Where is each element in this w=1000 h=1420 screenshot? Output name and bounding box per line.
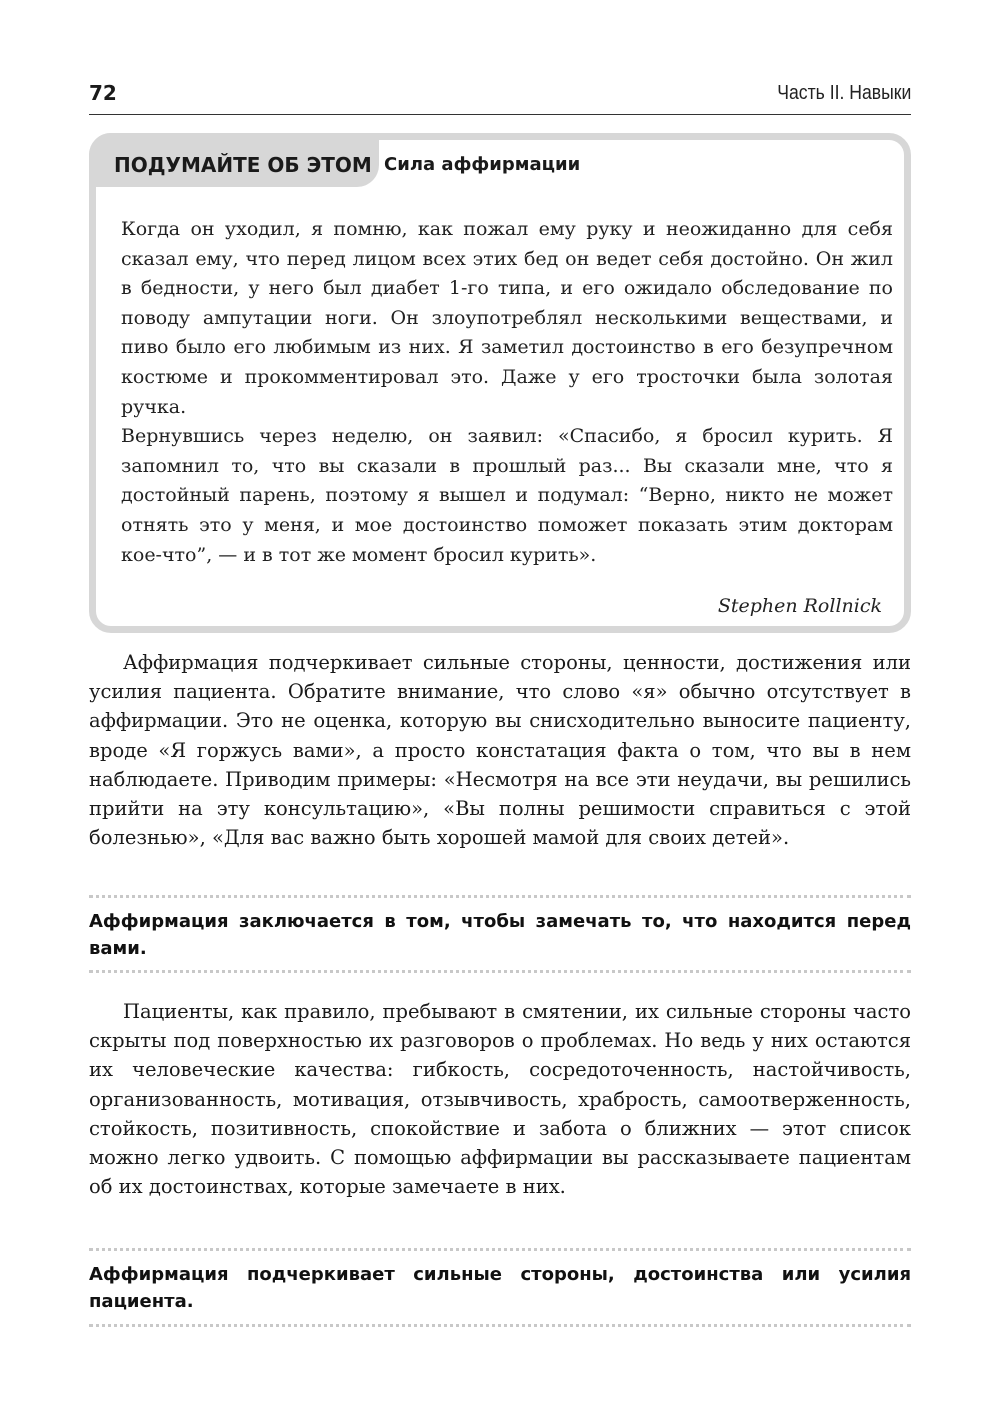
sidebar-title: Сила аффирмации <box>384 154 581 175</box>
callout-text: Аффирмация заключается в том, чтобы замечать то, что находится перед вами. <box>89 911 911 959</box>
callout-divider-top <box>89 895 911 898</box>
callout-divider-bottom <box>89 970 911 973</box>
sidebar-paragraph: Вернувшись через неделю, он заявил: «Спасибо, я бросил курить. Я запомнил то, что вы сказали в прошлый раз... Вы сказали мне, что я достойный парень, поэтому я вышел и подумал: “Верно, никто не может отнять это у меня, и мое достоинство поможет показать этим докторам кое-что”, — и в тот же момент бросил курить». <box>121 425 893 566</box>
think-about-it-box <box>89 133 911 633</box>
callout-text: Аффирмация подчеркивает сильные стороны, достоинства или усилия пациента. <box>89 1264 911 1312</box>
page-header <box>89 80 911 115</box>
sidebar-label: ПОДУМАЙТЕ ОБ ЭТОМ <box>114 153 372 177</box>
callout-divider-top <box>89 1248 911 1251</box>
body-paragraph: Пациенты, как правило, пребывают в смятении, их сильные стороны часто скрыты под поверхностью их разговоров о проблемах. Но ведь у них остаются их человеческие качества: гибкость, сосредоточенность, настойчивость, организованность, мотивация, отзывчивость, храбрость, самоотверженность, стойкость, позитивность, спокойствие и забота о ближних — этот список можно легко удвоить. С помощью аффирмации вы рассказываете пациентам об их достоинствах, которые замечаете в них. <box>89 1000 911 1199</box>
running-head: Часть II. Навыки <box>776 82 911 104</box>
callout-divider-bottom <box>89 1324 911 1327</box>
sidebar-author: Stephen Rollnick <box>717 595 882 617</box>
sidebar-body <box>121 215 893 570</box>
sidebar-paragraph: Когда он уходил, я помню, как пожал ему руку и неожиданно для себя сказал ему, что перед лицом всех этих бед он ведет себя достойно. Он жил в бедности, у него был диабет 1-го типа, и его ожидало обследование по поводу ампутации ноги. Он злоупотреблял несколькими веществами, и пиво было его любимым из них. Я заметил достоинство в его безупречном костюме и прокомментировал это. Даже у его тросточки была золотая ручка. <box>121 218 893 418</box>
body-paragraph: Аффирмация подчеркивает сильные стороны, ценности, достижения или усилия пациента. Обратите внимание, что слово «я» обычно отсутствует в аффирмации. Это не оценка, которую вы снисходительно выносите пациенту, вроде «Я горжусь вами», а просто констатация факта о том, что вы в нем наблюдаете. Приводим примеры: «Несмотря на все эти неудачи, вы решились прийти на эту консультацию», «Вы полны решимости справиться с этой болезнью», «Для вас важно быть хорошей мамой для своих детей». <box>89 651 911 850</box>
page-number: 72 <box>89 81 117 105</box>
